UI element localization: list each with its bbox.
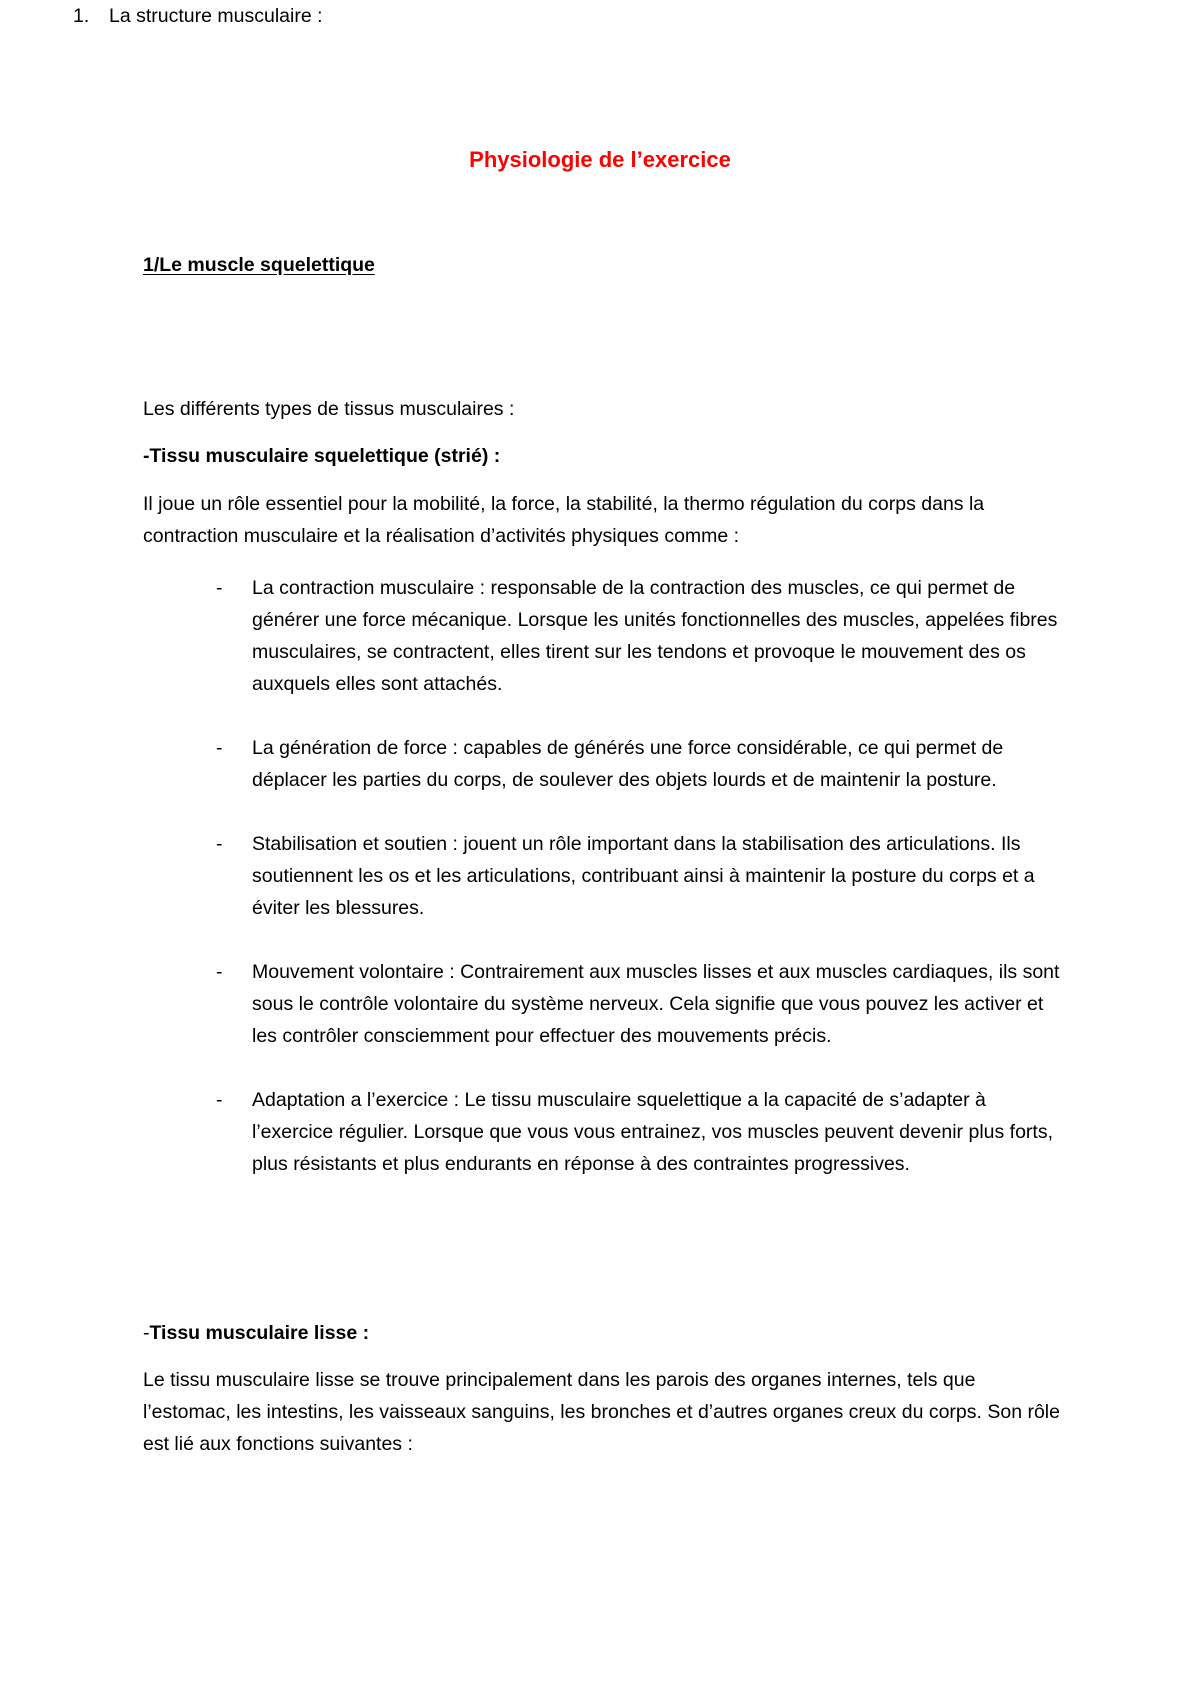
bullet-text: La génération de force : capables de générés une force considérable, ce qui permet de déplacer les parties du corps, de soulever des objets lourds et de maintenir la posture. [252, 737, 1004, 791]
bullet-text: Adaptation a l’exercice : Le tissu musculaire squelettique a la capacité de s’adapter à l’exercice régulier. Lorsque que vous vous entrainez, vos muscles peuvent devenir plus forts, plus résistants et plus endurants en réponse à des contraintes progressives. [252, 1089, 1054, 1175]
document-title: Physiologie de l’exercice [469, 147, 731, 172]
smooth-heading-label: Tissu musculaire lisse : [149, 1322, 370, 1344]
skeletal-heading: -Tissu musculaire squelettique (strié) : [143, 445, 501, 467]
bullet-text: Mouvement volontaire : Contrairement aux muscles lisses et aux muscles cardiaques, ils sont sous le contrôle volontaire du système nerveux. Cela signifie que vous pouvez les activer et les contrôler consciemment pour effectuer des mouvements précis. [252, 961, 1060, 1047]
smooth-heading-dash: - [143, 1322, 150, 1344]
skeletal-paragraph: Il joue un rôle essentiel pour la mobilité, la force, la stabilité, la thermo régulation du corps dans la contraction musculaire et la réalisation d’activités physiques comme : [143, 493, 985, 547]
smooth-paragraph: Le tissu musculaire lisse se trouve principalement dans les parois des organes internes, tels que l’estomac, les intestins, les vaisseaux sanguins, les bronches et d’autres organes creux du corps. Son rôle est lié aux fonctions suivantes : [143, 1369, 1060, 1455]
smooth-heading [143, 1317, 1063, 1349]
section-heading: 1/Le muscle squelettique [143, 254, 375, 276]
bullet-dash: - [216, 1089, 223, 1111]
bullet-dash: - [216, 737, 223, 759]
bullet-dash: - [216, 577, 223, 599]
bullet-dash: - [216, 833, 223, 855]
list-item [143, 1084, 1063, 1180]
list-item [143, 572, 1063, 700]
list-item [143, 732, 1063, 796]
list-item [143, 956, 1063, 1052]
bullet-list [143, 572, 1063, 1212]
list-item-label: La structure musculaire : [109, 5, 323, 27]
bullet-text: La contraction musculaire : responsable de la contraction des muscles, ce qui permet de générer une force mécanique. Lorsque les unités fonctionnelles des muscles, appelées fibres musculaires, se contractent, elles tirent sur les tendons et provoque le mouvement des os auxquels elles sont attachés. [252, 577, 1058, 695]
bullet-text: Stabilisation et soutien : jouent un rôle important dans la stabilisation des articulations. Ils soutiennent les os et les articulations, contribuant ainsi à maintenir la posture du corps et a éviter les blessures. [252, 833, 1035, 919]
list-number: 1. [73, 5, 90, 27]
list-item [143, 828, 1063, 924]
bullet-dash: - [216, 961, 223, 983]
intro-line: Les différents types de tissus musculaires : [143, 398, 515, 420]
